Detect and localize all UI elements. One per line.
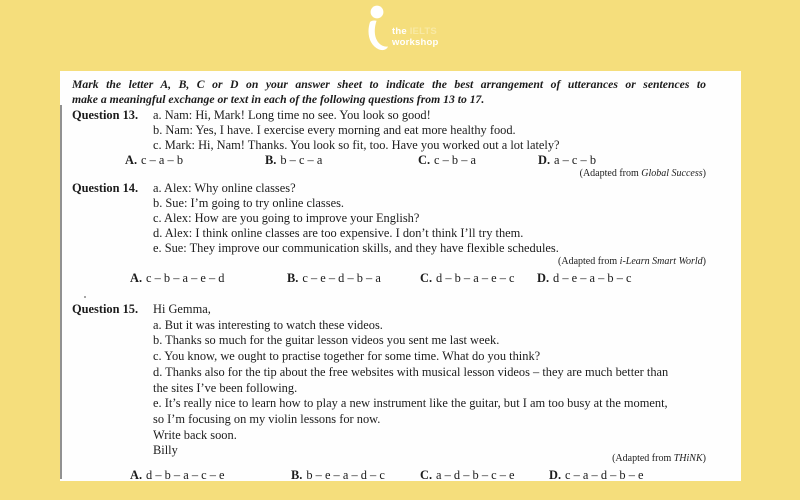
question-13-content <box>153 108 706 153</box>
option-text: c – b – a <box>434 153 477 167</box>
answer-option-d <box>538 153 596 168</box>
option-letter: C. <box>420 468 433 482</box>
brand-logo <box>361 2 438 52</box>
option-text: c – a – d – b – e <box>565 468 644 482</box>
option-text: b – c – a <box>280 153 323 167</box>
option-letter: D. <box>538 153 551 167</box>
source-attribution <box>60 453 741 465</box>
option-letter: B. <box>265 153 277 167</box>
option-letter: A. <box>130 271 143 285</box>
answer-option-a <box>130 271 225 286</box>
option-letter: D. <box>549 468 562 482</box>
option-text: d – b – a – c – e <box>146 468 225 482</box>
ielts-workshop-i-icon <box>361 2 389 52</box>
question-14-content <box>153 181 706 256</box>
letter-line: so I’m focusing on my violin lessons for now. <box>153 411 381 426</box>
option-text: c – a – b <box>141 153 184 167</box>
dialogue-line: e. Sue: They improve our communication skills, and they have flexible schedules. <box>153 241 559 255</box>
letter-line: the sites I’ve been following. <box>153 380 298 395</box>
question-14 <box>60 181 741 286</box>
source-attribution <box>60 168 741 180</box>
answer-option-c <box>420 468 515 484</box>
answer-option-a <box>130 468 225 484</box>
option-letter: B. <box>287 271 299 285</box>
answer-option-b <box>291 468 385 484</box>
option-letter: A. <box>125 153 138 167</box>
question-14-options-row <box>60 271 741 286</box>
dialogue-line: a. Nam: Hi, Mark! Long time no see. You look so good! <box>153 108 431 122</box>
letter-line: Hi Gemma, <box>153 302 211 316</box>
letter-line: e. It’s really nice to learn how to play a new instrument like the guitar, but I am too busy at the moment, <box>153 396 668 411</box>
instructions-line-1: Mark the letter A, B, C or D on your answer sheet to indicate the best arrangement of utterances or sentences to <box>72 78 706 91</box>
answer-option-d <box>549 468 644 484</box>
answer-option-b <box>265 153 322 168</box>
source-prefix: (Adapted from <box>579 168 642 179</box>
logo-ielts: IELTS <box>409 26 437 37</box>
dialogue-line: b. Sue: I’m going to try online classes. <box>153 196 344 210</box>
letter-line: d. Thanks also for the tip about the free websites with musical lesson videos – they are much better than <box>153 364 669 379</box>
instructions-line-2: make a meaningful exchange or text in each of the following questions from 13 to 17. <box>72 93 485 106</box>
option-text: c – e – d – b – a <box>302 271 381 285</box>
option-text: a – d – b – c – e <box>436 468 515 482</box>
worksheet-page <box>60 71 741 481</box>
dialogue-line: d. Alex: I think online classes are too expensive. I don’t think I’ll try them. <box>153 226 524 240</box>
dialogue-line: c. Mark: Hi, Nam! Thanks. You look so fit, too. Have you worked out a lot lately? <box>153 138 560 152</box>
question-13-label: Question 13. <box>72 108 139 122</box>
instructions <box>72 77 706 107</box>
answer-option-c <box>418 153 476 168</box>
question-14-label: Question 14. <box>72 181 139 195</box>
source-name: i-Learn Smart World <box>619 256 703 267</box>
option-text: c – b – a – e – d <box>146 271 225 285</box>
letter-line: a. But it was interesting to watch these videos. <box>153 317 383 332</box>
option-text: b – e – a – d – c <box>306 468 385 482</box>
source-prefix: (Adapted from <box>612 453 674 464</box>
source-prefix: (Adapted from <box>558 256 620 267</box>
source-suffix: ) <box>702 256 706 267</box>
source-suffix: ) <box>702 453 706 464</box>
answer-option-c <box>420 271 515 286</box>
scan-artifact-dot <box>84 296 86 298</box>
option-letter: B. <box>291 468 303 482</box>
question-13 <box>60 108 741 180</box>
letter-line: Billy <box>153 443 178 458</box>
source-attribution <box>60 256 741 268</box>
question-15 <box>60 302 741 482</box>
dialogue-line: a. Alex: Why online classes? <box>153 181 296 195</box>
letter-line: Write back soon. <box>153 427 237 442</box>
option-letter: C. <box>418 153 431 167</box>
source-suffix: ) <box>702 168 706 179</box>
answer-option-b <box>287 271 381 286</box>
logo-text <box>392 26 438 48</box>
answer-option-d <box>537 271 632 286</box>
logo-workshop: workshop <box>392 37 439 48</box>
dialogue-line: b. Nam: Yes, I have. I exercise every morning and eat more healthy food. <box>153 123 516 137</box>
option-letter: A. <box>130 468 143 482</box>
option-text: d – e – a – b – c <box>553 271 632 285</box>
logo-the: the <box>392 26 407 37</box>
logo-line-1 <box>392 26 438 37</box>
question-15-label: Question 15. <box>72 302 139 316</box>
letter-line: c. You know, we ought to practise together for some time. What do you think? <box>153 349 541 364</box>
question-15-options-row <box>60 468 741 483</box>
source-name: THiNK <box>673 453 703 464</box>
option-text: a – c – b <box>554 153 597 167</box>
question-13-options-row <box>60 153 741 168</box>
answer-option-a <box>125 153 183 168</box>
dialogue-line: c. Alex: How are you going to improve your English? <box>153 211 420 225</box>
source-name: Global Success <box>641 168 703 179</box>
option-text: d – b – a – e – c <box>436 271 515 285</box>
option-letter: C. <box>420 271 433 285</box>
question-15-content <box>153 302 706 459</box>
option-letter: D. <box>537 271 550 285</box>
letter-line: b. Thanks so much for the guitar lesson videos you sent me last week. <box>153 333 500 348</box>
